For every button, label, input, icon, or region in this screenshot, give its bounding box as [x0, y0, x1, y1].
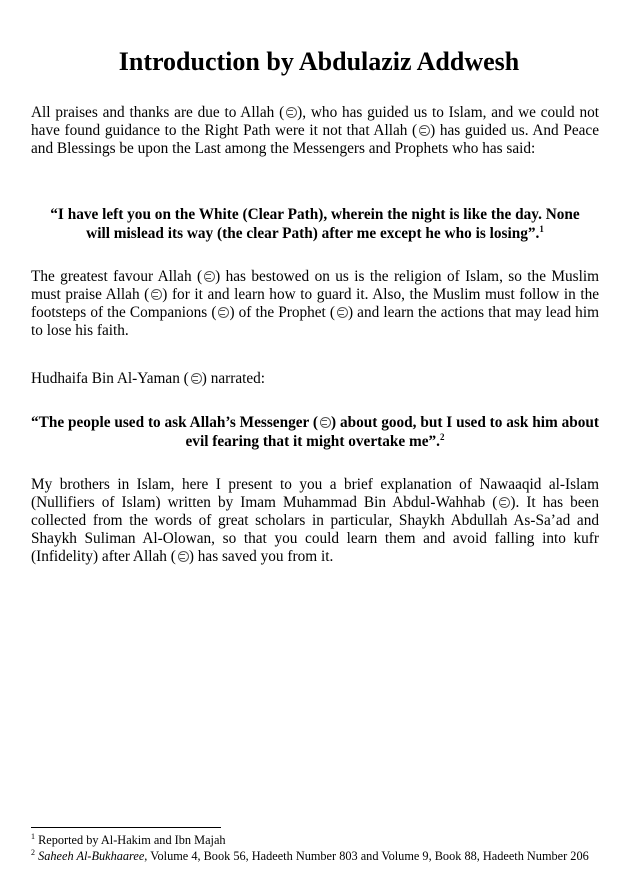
- page-title: Introduction by Abdulaziz Addwesh: [118, 47, 520, 76]
- honorific-glyph-icon: [202, 270, 215, 282]
- honorific-glyph-icon: [417, 124, 430, 136]
- hadith-quote-evil: “The people used to ask Allah’s Messenger ( ) about good, but I used to ask him about evil fearing that it might overtake me”.$^2$: [31, 414, 599, 450]
- hadith-quote-clear-path: “I have left you on the White (Clear Path), wherein the night is like the day. None will mislead its way (the clear Path) after me except he who is losing”.$^1$: [50, 206, 580, 242]
- paragraph-narrator: Hudhaifa Bin Al-Yaman ( ) narrated:: [31, 370, 266, 387]
- honorific-glyph-icon: [318, 416, 331, 428]
- honorific-glyph-icon: [149, 288, 162, 300]
- honorific-glyph-icon: [216, 306, 229, 318]
- footnote-2: $^2$ Saheeh Al-Bukhaaree, Volume 4, Book 56, Hadeeth Number 803 and Volume 9, Book 88, Hadeeth Number 206: [31, 847, 589, 863]
- honorific-glyph-icon: [176, 550, 189, 562]
- footnote-ref: 1: [539, 223, 544, 234]
- honorific-glyph-icon: [335, 306, 348, 318]
- honorific-glyph-icon: [284, 106, 297, 118]
- footnote-1: $^1$ Reported by Al-Hakim and Ibn Majah: [31, 831, 226, 847]
- footnote-divider: [31, 827, 221, 828]
- paragraph-praises: All praises and thanks are due to Allah ( ), who has guided us to Islam, and we could not have found guidance to the Right Path were it not that Allah ( ) has guided us. And Peace and Blessings be upon the Last among the Messengers and Prophets who has said:: [31, 104, 599, 157]
- honorific-glyph-icon: [497, 496, 510, 508]
- footnote-ref: 2: [439, 431, 445, 442]
- paragraph-greatest-favour: The greatest favour Allah ( ) has bestowed on us is the religion of Islam, so the Muslim must praise Allah ( ) for it and learn how to guard it. Also, the Muslim must follow in the footsteps of the Companions ( ) of the Prophet ( ) and learn the actions that may lead him to lose his faith.: [31, 268, 600, 339]
- honorific-glyph-icon: [189, 372, 202, 384]
- paragraph-brothers-in-islam: My brothers in Islam, here I present to you a brief explanation of Nawaaqid al-Islam (Nullifiers of Islam) written by Imam Muhammad Bin Abdul-Wahhab ( ). It has been collected from the words of great scholars in particular, Shaykh Abdullah As-Sa’ad and Shaykh Suliman Al-Olowan, so that you could learn them and avoid falling into kufr (Infidelity) after Allah ( ) has saved you from it.: [31, 476, 599, 565]
